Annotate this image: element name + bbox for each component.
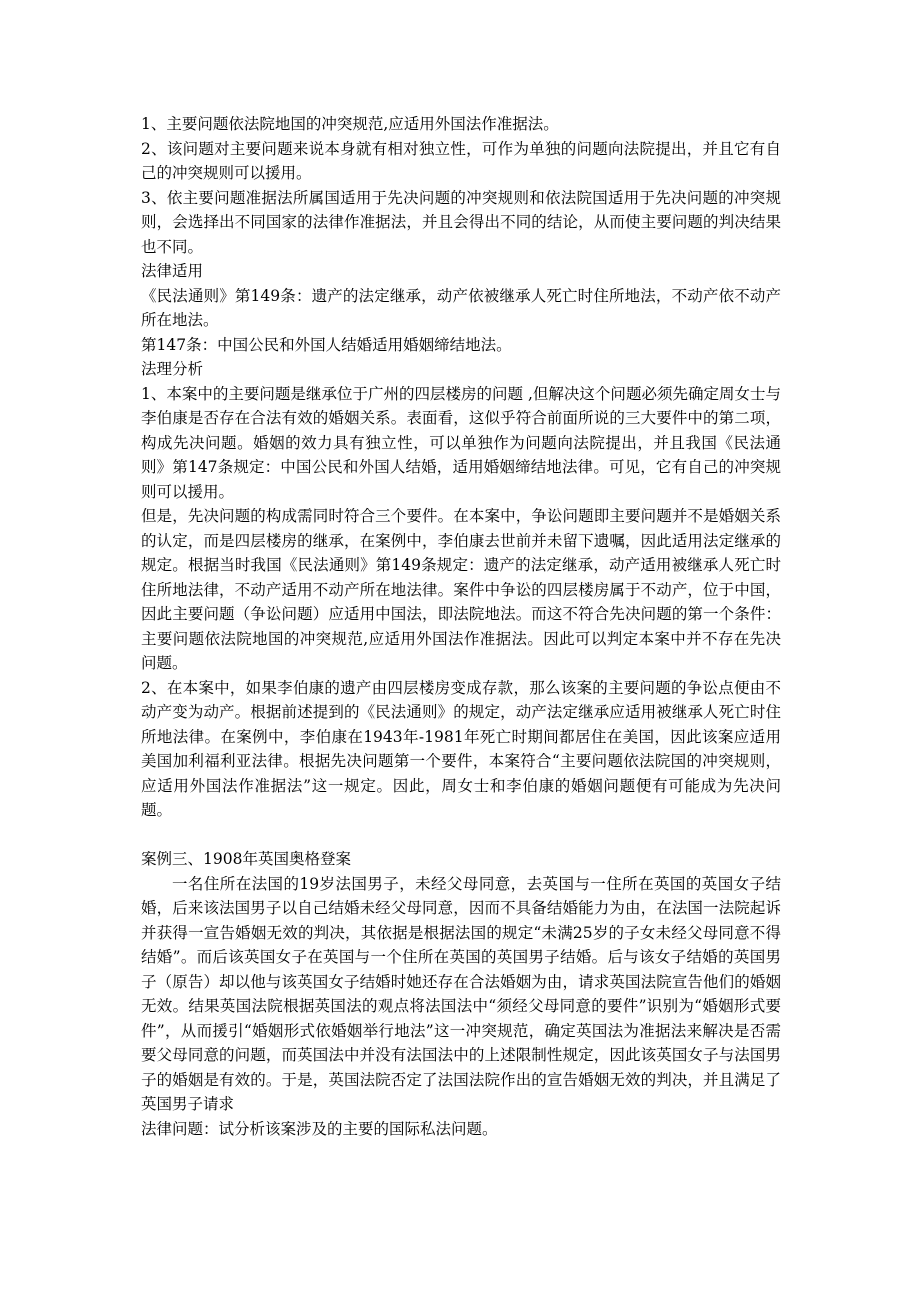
analysis-paragraph-3: 2、在本案中，如果李伯康的遗产由四层楼房变成存款，那么该案的主要问题的争讼点便由不动产变为动产。根据前述提到的《民法通则》的规定，动产法定继承应适用被继承人死亡时住所地法律。在案例中，李伯康在1943年-1981年死亡时期间都居住在美国，因此该案应适用美国加利福利亚法律。根据先决问题第一个要件，本案符合“主要问题依法院国的冲突规则，应适用外国法作准据法”这一规定。因此，周女士和李伯康的婚姻问题便有可能成为先决问题。: [141, 678, 781, 819]
blank-line: [141, 823, 781, 848]
legal-question: 法律问题：试分析该案涉及的主要的国际私法问题。: [141, 1119, 498, 1138]
document-body: [141, 112, 781, 1141]
case-three-body: 一名住所在法国的19岁法国男子，未经父母同意，去英国与一住所在英国的英国女子结婚，后来该法国男子以自己结婚未经父母同意，因而不具备结婚能力为由，在法国一法院起诉并获得一宣告婚姻无效的判决，其依据是根据法国的规定“未满25岁的子女未经父母同意不得结婚”。而后该英国女子在英国与一个住所在英国的英国男子结婚。后与该女子结婚的英国男子（原告）却以他与该英国女子结婚时她还存在合法婚姻为由，请求英国法院宣告他们的婚姻无效。结果英国法院根据英国法的观点将法国法中“须经父母同意的要件”识别为“婚姻形式要件”，从而援引“婚姻形式依婚姻举行地法”这一冲突规范，确定英国法为准据法来解决是否需要父母同意的问题，而英国法中并没有法国法中的上述限制性规定，因此该英国女子与法国男子的婚姻是有效的。于是，英国法院否定了法国法院作出的宣告婚姻无效的判决，并且满足了英国男子请求: [141, 874, 781, 1113]
heading-law-application: 法律适用: [141, 262, 204, 280]
case-three-heading: 案例三、1908年英国奥格登案: [141, 850, 351, 868]
paragraph-2: 2、该问题对主要问题来说本身就有相对独立性，可作为单独的问题向法院提出，并且它有自己的冲突规则可以援用。: [141, 139, 781, 182]
paragraph-article-147: 第147条：中国公民和外国人结婚适用婚姻缔结地法。: [141, 335, 512, 354]
analysis-paragraph-2: 但是，先决问题的构成需同时符合三个要件。在本案中，争讼问题即主要问题并不是婚姻关系的认定，而是四层楼房的继承，在案例中，李伯康去世前并未留下遗嘱，因此适用法定继承的规定。根据当时我国《民法通则》第149条规定：遗产的法定继承，动产适用被继承人死亡时住所地法律，不动产适用不动产所在地法律。案件中争讼的四层楼房属于不动产，位于中国，因此主要问题（争讼问题）应适用中国法，即法院地法。而这不符合先决问题的第一个条件：主要问题依法院地国的冲突规范,应适用外国法作准据法。因此可以判定本案中并不存在先决问题。: [141, 507, 781, 672]
heading-legal-analysis: 法理分析: [141, 360, 204, 378]
paragraph-3: 3、依主要问题准据法所属国适用于先决问题的冲突规则和依法院国适用于先决问题的冲突规则，会选择出不同国家的法律作准据法，并且会得出不同的结论，从而使主要问题的判决结果也不同。: [141, 188, 781, 256]
paragraph-1: 1、主要问题依法院地国的冲突规范,应适用外国法作准据法。: [141, 115, 559, 133]
paragraph-article-149: 《民法通则》第149条：遗产的法定继承，动产依被继承人死亡时住所地法，不动产依不动产所在地法。: [141, 286, 781, 329]
analysis-paragraph-1: 1、本案中的主要问题是继承位于广州的四层楼房的问题 ,但解决这个问题必须先确定周女士与李伯康是否存在合法有效的婚姻关系。表面看，这似乎符合前面所说的三大要件中的第二项，构成先决问题。婚姻的效力具有独立性，可以单独作为问题向法院提出，并且我国《民法通则》第147条规定：中国公民和外国人结婚，适用婚姻缔结地法律。可见，它有自己的冲突规则可以援用。: [141, 384, 781, 501]
